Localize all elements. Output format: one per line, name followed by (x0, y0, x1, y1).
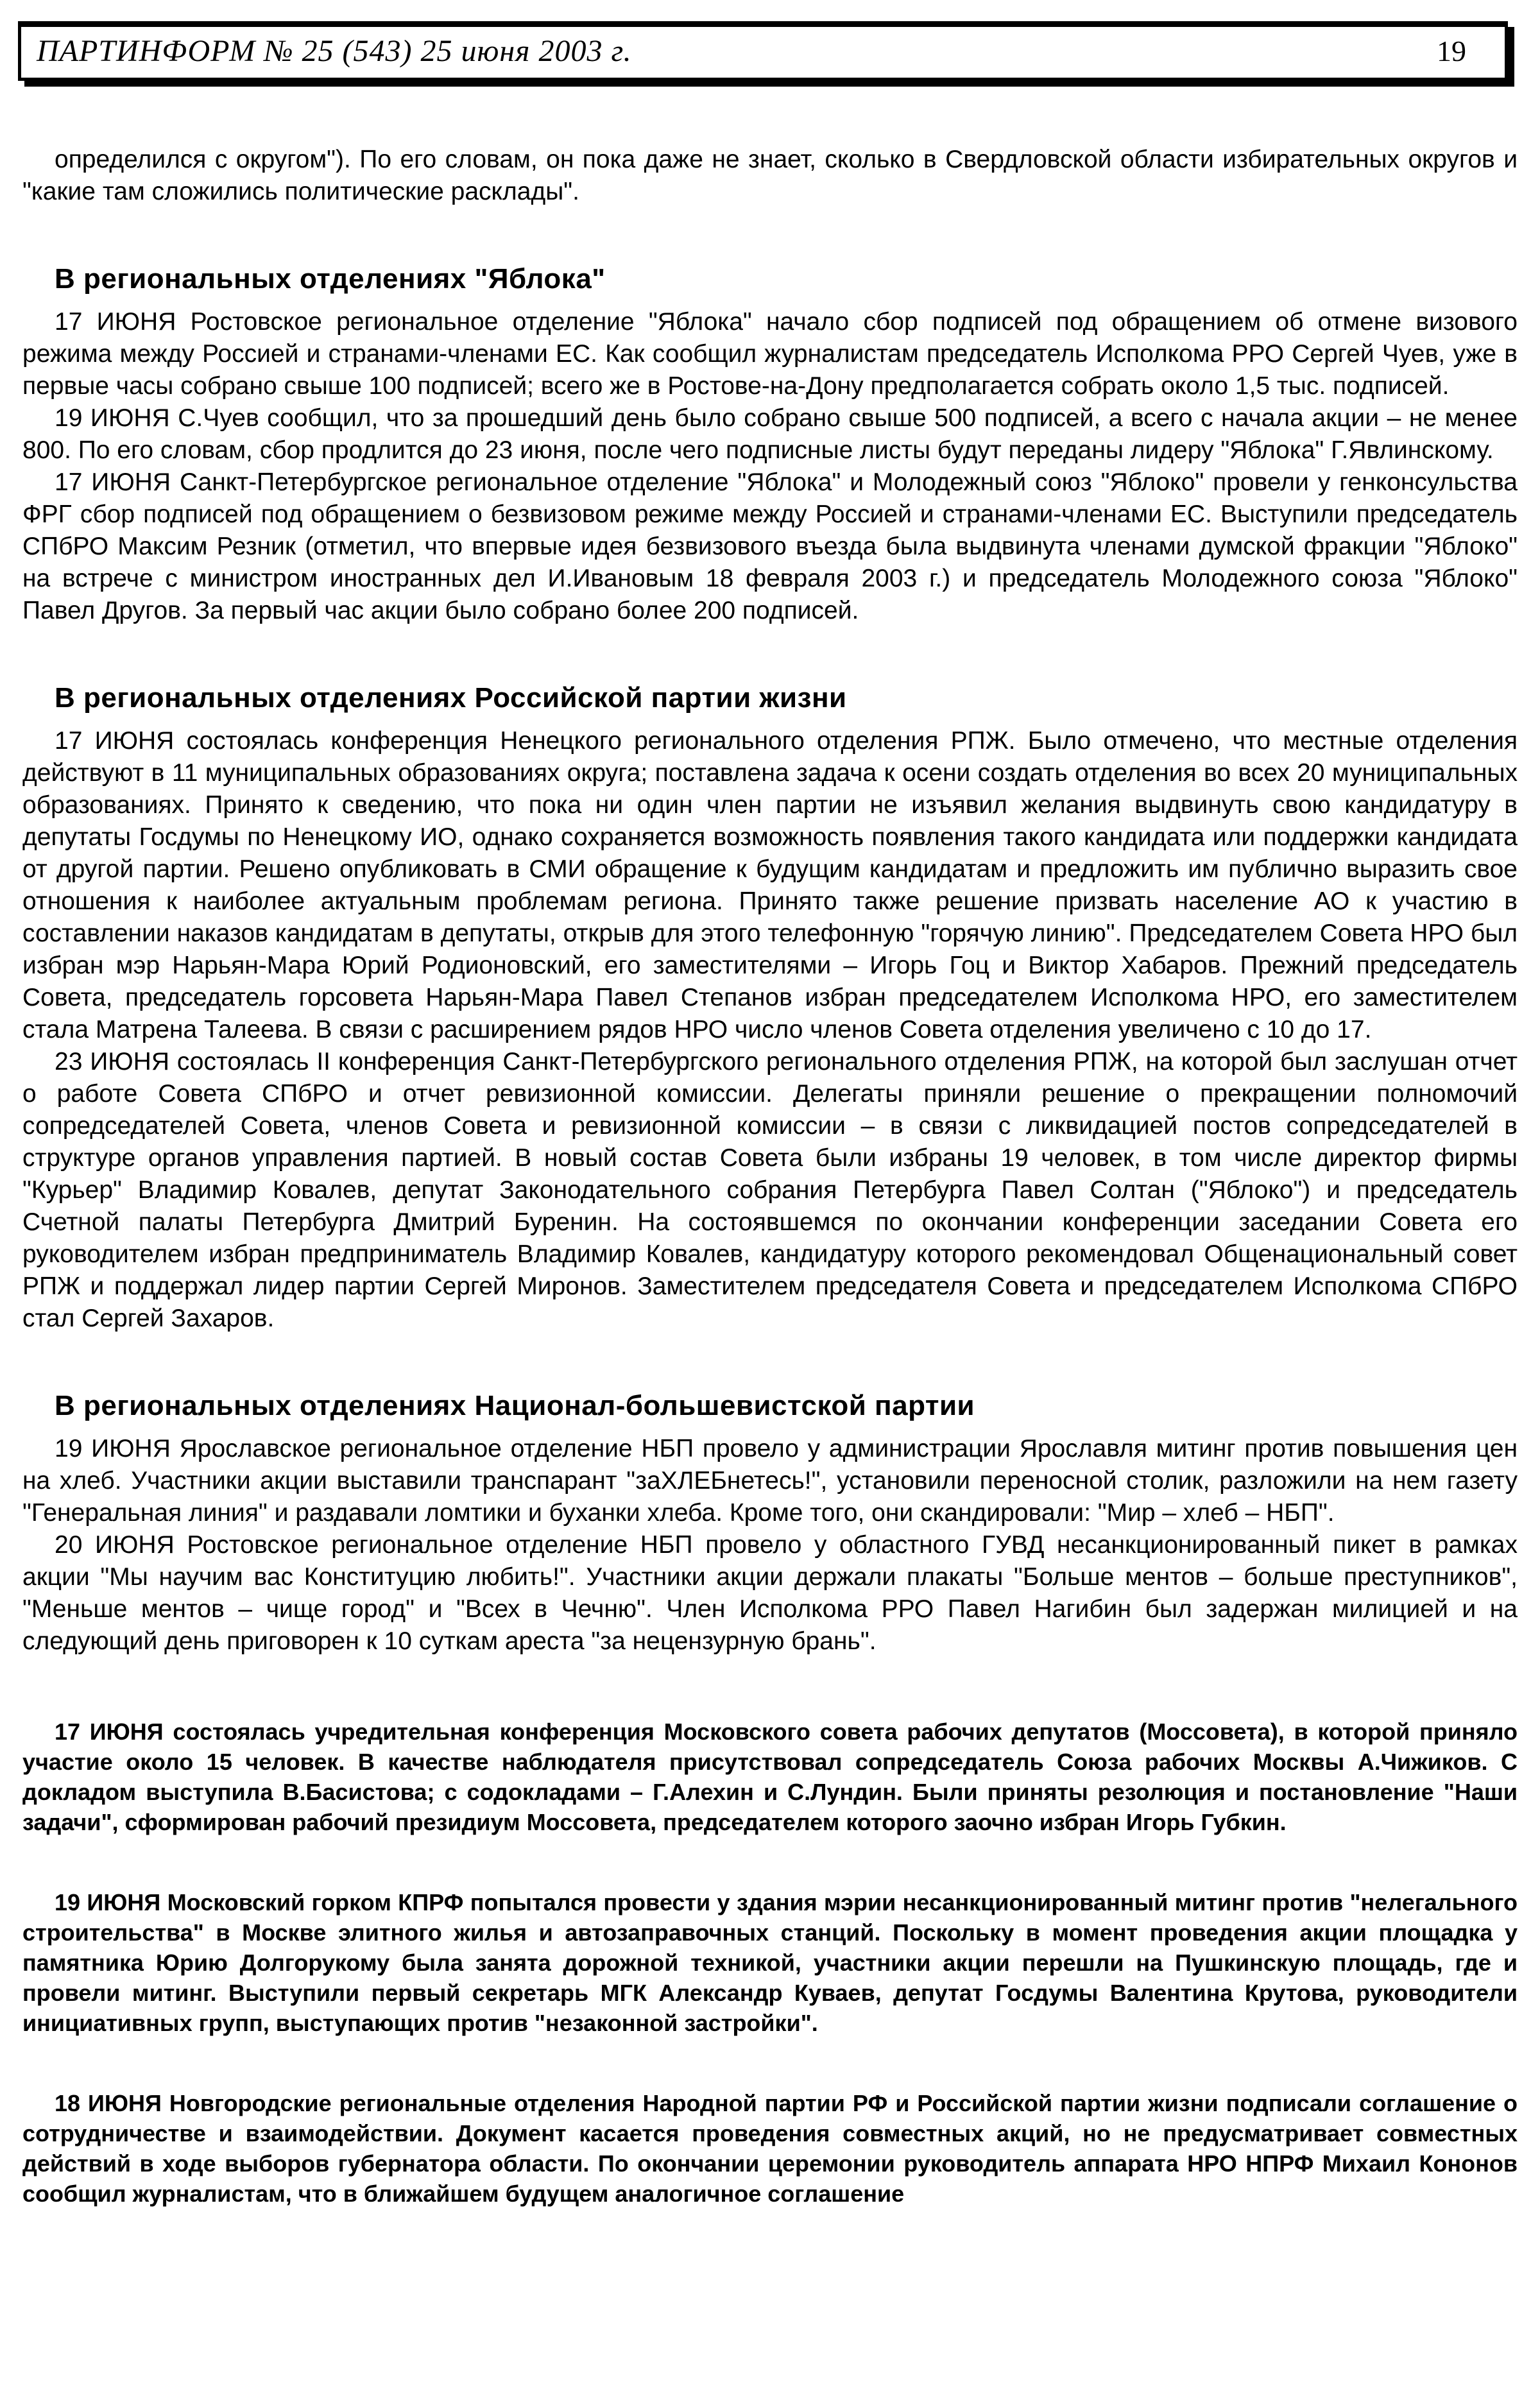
section-heading-yabloko: В региональных отделениях "Яблока" (55, 263, 606, 295)
section-heading-nbp: В региональных отделениях Национал-большевистской партии (55, 1390, 975, 1421)
section-paragraph: 17 ИЮНЯ Ростовское региональное отделение "Яблока" начало сбор подписей под обращением об отмене визового режима между Россией и странами-членами ЕС. Как сообщил журналистам председатель Исполкома РРО Сергей Чуев, уже в первые часы собрано свыше 100 подписей; всего же в Ростове-на-Дону предполагается собрать около 1,5 тыс. подписей. (22, 308, 1518, 400)
section-paragraph: 19 ИЮНЯ Ярославское региональное отделение НБП провело у администрации Ярославля митинг против повышения цен на хлеб. Участники акции выставили транспарант "заХЛЕБнетесь!", установили переносной столик, разложили на нем газету "Генеральная линия" и раздавали ломтики и буханки хлеба. Кроме того, они скандировали: "Мир – хлеб – НБП". (22, 1435, 1518, 1527)
newsletter-title: ПАРТИНФОРМ № 25 (543) 25 июня 2003 г. (37, 34, 632, 68)
bold-news-paragraph: 19 ИЮНЯ Московский горком КПРФ попытался провести у здания мэрии несанкционированный митинг против "нелегального строительства" в Москве элитного жилья и автозаправочных станций. Поскольку в момент проведения акции площадка у памятника Юрию Долгорукому была занята дорожной техникой, участники акции перешли на Пушкинскую площадь, где и провели митинг. Выступили первый секретарь МГК Александр Куваев, депутат Госдумы Валентина Крутова, руководители инициативных групп, выступающих против "незаконной застройки". (22, 1889, 1518, 2036)
intro-paragraph: определился с округом"). По его словам, он пока даже не знает, сколько в Свердловской области избирательных округов и "какие там сложились политические расклады". (22, 146, 1518, 205)
page-content (22, 144, 1518, 2209)
page-number: 19 (1437, 35, 1466, 67)
section-paragraph: 19 ИЮНЯ С.Чуев сообщил, что за прошедший день было собрано свыше 500 подписей, а всего с начала акции – не менее 800. По его словам, сбор продлится до 23 июня, после чего подписные листы будут переданы лидеру "Яблока" Г.Явлинскому. (22, 404, 1518, 464)
bold-news-paragraph: 17 ИЮНЯ состоялась учредительная конференция Московского совета рабочих депутатов (Моссовета), в которой приняло участие около 15 человек. В качестве наблюдателя присутствовал сопредседатель Союза рабочих Москвы А.Чижиков. С докладом выступила В.Басистова; с содокладами – Г.Алехин и С.Лундин. Были приняты резолюция и постановление "Наши задачи", сформирован рабочий президиум Моссовета, председателем которого заочно избран Игорь Губкин. (22, 1718, 1518, 1835)
section-paragraph: 17 ИЮНЯ состоялась конференция Ненецкого регионального отделения РПЖ. Было отмечено, что местные отделения действуют в 11 муниципальных образованиях округа; поставлена задача к осени создать отделения во всех 20 муниципальных образованиях. Принято к сведению, что пока ни один член партии не изъявил желания выдвинуть свою кандидатуру в депутаты Госдумы по Ненецкому ИО, однако сохраняется возможность появления такого кандидата или поддержки кандидата от другой партии. Решено опубликовать в СМИ обращение к будущим кандидатам и предложить им публично выразить свое отношения к наиболее актуальным проблемам региона. Принято также решение призвать население АО к участию в составлении наказов кандидатам в депутаты, открыв для этого телефонную "горячую линию". Председателем Совета НРО был избран мэр Нарьян-Мара Юрий Родионовский, его заместителями – Игорь Гоц и Виктор Хабаров. Прежний председатель Совета, председатель горсовета Нарьян-Мара Павел Степанов избран председателем Исполкома НРО, его заместителем стала Матрена Талеева. В связи с расширением рядов НРО число членов Совета отделения увеличено с 10 до 17. (22, 727, 1518, 1043)
section-paragraph: 20 ИЮНЯ Ростовское региональное отделение НБП провело у областного ГУВД несанкционированный пикет в рамках акции "Мы научим вас Конституцию любить!". Участники акции держали плакаты "Больше ментов – больше преступников", "Меньше ментов – чище город" и "Всех в Чечню". Член Исполкома РРО Павел Нагибин был задержан милицией и на следующий день приговорен к 10 суткам ареста "за нецензурную брань". (22, 1531, 1518, 1655)
page-header (18, 21, 1508, 81)
bold-news-paragraph: 18 ИЮНЯ Новгородские региональные отделения Народной партии РФ и Российской партии жизни подписали соглашение о сотрудничестве и взаимодействии. Документ касается проведения совместных акций, но не предусматривает совместных действий в ходе выборов губернатора области. По окончании церемонии руководитель аппарата НРО НПРФ Михаил Кононов сообщил журналистам, что в ближайшем будущем аналогичное соглашение (22, 2090, 1518, 2207)
section-paragraph: 17 ИЮНЯ Санкт-Петербургское региональное отделение "Яблока" и Молодежный союз "Яблоко" провели у генконсульства ФРГ сбор подписей под обращением о безвизовом режиме между Россией и странами-членами ЕС. Выступили председатель СПбРО Максим Резник (отметил, что впервые идея безвизового въезда была выдвинута членами думской фракции "Яблоко" на встрече с министром иностранных дел И.Ивановым 18 февраля 2003 г.) и председатель Молодежного союза "Яблоко" Павел Другов. За первый час акции было собрано более 200 подписей. (22, 468, 1518, 624)
section-paragraph: 23 ИЮНЯ состоялась II конференция Санкт-Петербургского регионального отделения РПЖ, на которой был заслушан отчет о работе Совета СПбРО и отчет ревизионной комиссии. Делегаты приняли решение о прекращении полномочий сопредседателей Совета, членов Совета и ревизионной комиссии – в связи с ликвидацией постов сопредседателей в структуре органов управления партией. В новый состав Совета были избраны 19 человек, в том числе директор фирмы "Курьер" Владимир Ковалев, депутат Законодательного собрания Петербурга Павел Солтан ("Яблоко") и председатель Счетной палаты Петербурга Дмитрий Буренин. На состоявшемся по окончании конференции заседании Совета его руководителем избран предприниматель Владимир Ковалев, кандидатуру которого рекомендовал Общенациональный совет РПЖ и поддержал лидер партии Сергей Миронов. Заместителем председателя Совета и председателем Исполкома СПбРО стал Сергей Захаров. (22, 1048, 1518, 1332)
section-heading-rpzh: В региональных отделениях Российской партии жизни (55, 682, 847, 714)
